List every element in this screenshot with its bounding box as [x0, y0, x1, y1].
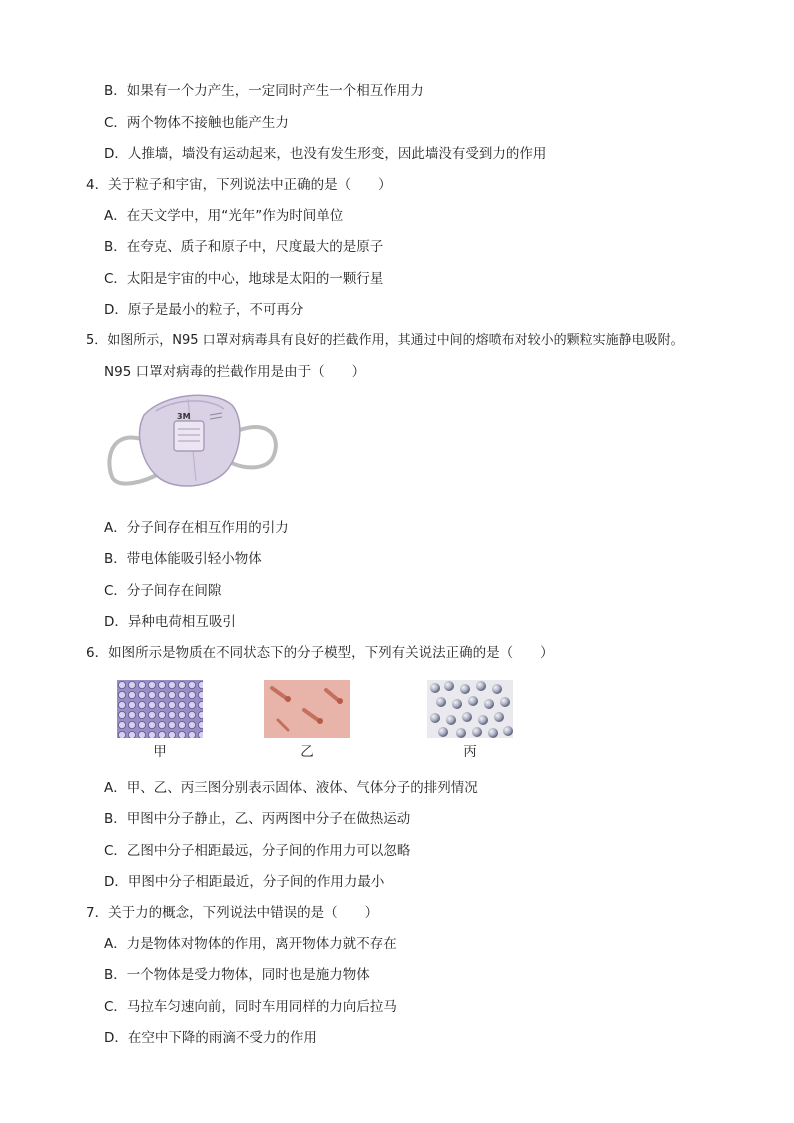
label-bing: 丙 — [463, 744, 477, 760]
liquid-molecules-image — [264, 680, 350, 738]
q5-option-b: B．带电体能吸引轻小物体 — [104, 551, 262, 567]
n95-mask-image — [104, 385, 280, 497]
q7-option-c: C．马拉车匀速向前，同时车用同样的力向后拉马 — [104, 999, 397, 1015]
mask-brand-logo: 3M — [177, 412, 191, 421]
q4-option-b: B．在夸克、质子和原子中，尺度最大的是原子 — [104, 239, 384, 255]
q6-option-a: A．甲、乙、丙三图分别表示固体、液体、气体分子的排列情况 — [104, 780, 478, 796]
q6-option-b: B．甲图中分子静止，乙、丙两图中分子在做热运动 — [104, 811, 411, 827]
q7-option-a: A．力是物体对物体的作用，离开物体力就不存在 — [104, 936, 397, 952]
q3-option-c: C．两个物体不接触也能产生力 — [104, 115, 289, 131]
q7-option-d: D．在空中下降的雨滴不受力的作用 — [104, 1030, 317, 1046]
q7-option-b: B．一个物体是受力物体，同时也是施力物体 — [104, 967, 370, 983]
q5-option-c: C．分子间存在间隙 — [104, 583, 222, 599]
molecule-state-figures — [117, 680, 517, 760]
q7-stem: 7．关于力的概念，下列说法中错误的是（ ） — [86, 905, 379, 921]
q6-option-c: C．乙图中分子相距最远，分子间的作用力可以忽略 — [104, 843, 411, 859]
q4-stem: 4．关于粒子和宇宙，下列说法中正确的是（ ） — [86, 177, 392, 193]
q5-option-d: D．异种电荷相互吸引 — [104, 614, 236, 630]
q4-option-a: A．在天文学中，用“光年”作为时间单位 — [104, 208, 344, 224]
q4-option-c: C．太阳是宇宙的中心，地球是太阳的一颗行星 — [104, 271, 384, 287]
q6-option-d: D．甲图中分子相距最近，分子间的作用力最小 — [104, 874, 385, 890]
q4-option-d: D．原子是最小的粒子，不可再分 — [104, 302, 304, 318]
q5-stem-line1: 5．如图所示，N95 口罩对病毒具有良好的拦截作用，其通过中间的熔喷布对较小的颗粒实施静电吸附。 — [86, 333, 684, 348]
q5-stem-line2: N95 口罩对病毒的拦截作用是由于（ ） — [104, 364, 366, 380]
label-jia: 甲 — [153, 744, 167, 760]
q5-option-a: A．分子间存在相互作用的引力 — [104, 520, 289, 536]
q6-stem: 6．如图所示是物质在不同状态下的分子模型，下列有关说法正确的是（ ） — [86, 645, 554, 661]
q3-option-b: B．如果有一个力产生，一定同时产生一个相互作用力 — [104, 83, 424, 99]
label-yi: 乙 — [300, 744, 314, 760]
q3-option-d: D．人推墙，墙没有运动起来，也没有发生形变，因此墙没有受到力的作用 — [104, 146, 547, 162]
gas-molecules-image — [427, 680, 513, 738]
solid-molecules-image — [117, 680, 203, 738]
